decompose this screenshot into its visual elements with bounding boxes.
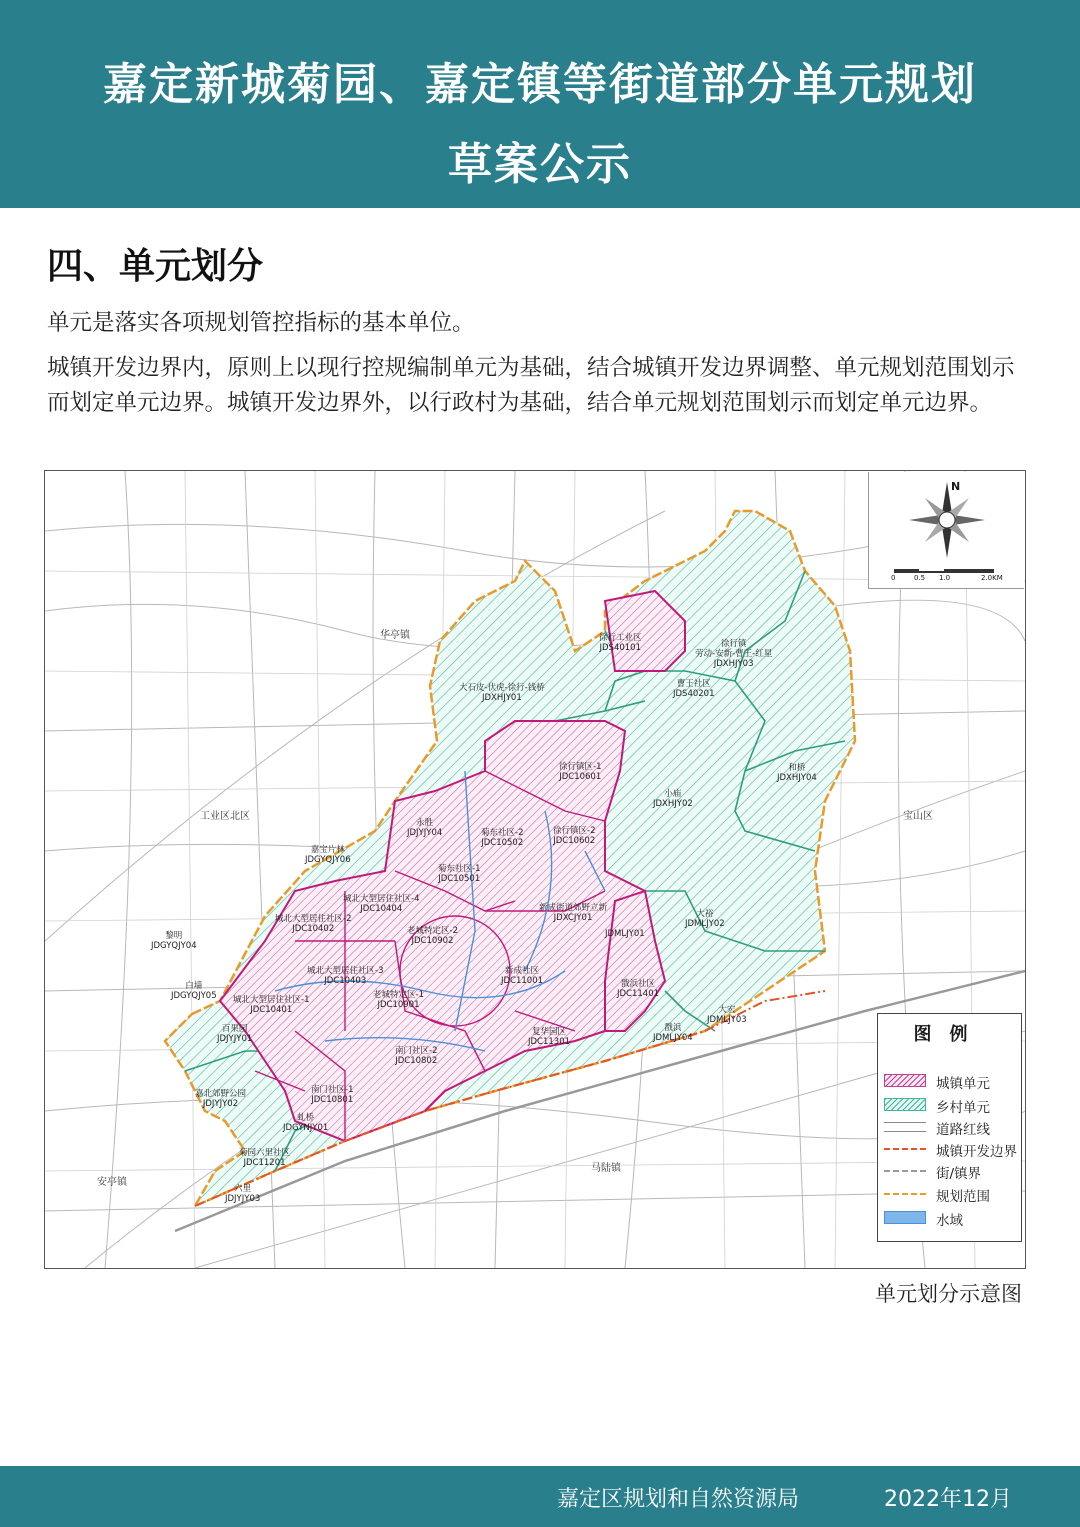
unit-label: 老城特定区-2 JDC10902 <box>407 926 458 946</box>
unit-label: 城北大型居住社区-4 JDC10404 <box>343 894 420 914</box>
place-huating: 华亭镇 <box>380 630 410 641</box>
unit-label: 大石皮-伏虎-徐行-钱桥 JDXHJY01 <box>459 683 545 703</box>
legend-title: 图例 <box>913 1024 986 1045</box>
compass-rose-icon <box>869 472 1024 588</box>
place-baoshan: 宝山区 <box>903 811 933 822</box>
unit-label: JDMLJY01 <box>605 929 645 939</box>
unit-label: 城北大型居住社区-1 JDC10401 <box>233 995 310 1015</box>
unit-label: 百果园 JDJYJY01 <box>217 1024 253 1044</box>
unit-label: 徐行镇区-1 JDC10601 <box>559 762 602 782</box>
unit-label: 虬桥 JDGYNJY01 <box>283 1113 329 1133</box>
unit-label: 和桥 JDXHJY04 <box>777 763 817 783</box>
place-industrial-north: 工业区北区 <box>200 811 250 822</box>
unit-label: 徐行工业区 JDS40101 <box>599 633 642 653</box>
legend-item <box>884 1139 1020 1159</box>
legend-item <box>884 1095 1020 1115</box>
map-legend <box>877 1013 1022 1242</box>
footer-organization: 嘉定区规划和自然资源局 <box>557 1487 800 1512</box>
unit-label: 徐行镇区-2 JDC10602 <box>553 826 596 846</box>
unit-label: 菊东社区-2 JDC10502 <box>481 828 524 848</box>
plan-extent-swatch <box>884 1193 926 1195</box>
unit-label: 永胜 JDJYJY04 <box>407 818 443 838</box>
unit-label: 南门社区-1 JDC10801 <box>311 1085 354 1105</box>
unit-label: 黎明 JDGYQJY04 <box>151 931 197 951</box>
footer-bar <box>0 1466 1080 1527</box>
section-title: 四、单元划分 <box>47 246 264 287</box>
paragraph-1: 单元是落实各项规划管控指标的基本单位。 <box>47 310 475 336</box>
legend-item <box>884 1071 1020 1091</box>
scale-tick-3: 2.0KM <box>981 574 1003 582</box>
scale-tick-1: 0.5 <box>914 574 926 582</box>
legend-label: 街/镇界 <box>936 1166 982 1182</box>
scale-tick-2: 1.0 <box>939 574 951 582</box>
header-banner <box>0 0 1080 208</box>
legend-label: 水域 <box>936 1213 963 1229</box>
unit-label: 城北大型居住社区-2 JDC10402 <box>275 914 352 934</box>
legend-item <box>884 1184 1020 1204</box>
unit-label: 南门社区-2 JDC10802 <box>395 1046 438 1066</box>
urban-swatch <box>884 1074 926 1087</box>
dev-boundary-swatch <box>884 1148 926 1150</box>
title-line-1: 嘉定新城菊园、嘉定镇等街道部分单元规划 <box>103 59 977 110</box>
title-line-2: 草案公示 <box>448 139 632 190</box>
legend-item <box>884 1117 1020 1137</box>
unit-label: 白墙 JDGYQJY05 <box>171 981 217 1001</box>
footer-date: 2022年12月 <box>884 1487 1012 1512</box>
legend-label: 规划范围 <box>936 1189 990 1205</box>
legend-label: 道路红线 <box>936 1122 990 1138</box>
unit-label: 嘉宝片林 JDGYQJY06 <box>305 845 351 865</box>
unit-label: 曹王社区 JDS40201 <box>673 679 715 699</box>
legend-label: 乡村单元 <box>936 1100 990 1116</box>
unit-label: 新成社区 JDC11001 <box>501 966 544 986</box>
map-caption: 单元划分示意图 <box>875 1282 1022 1306</box>
unit-label: 戬浜社区 JDC11401 <box>617 979 660 999</box>
road-swatch <box>884 1122 926 1132</box>
unit-label: 戬浜 JDMLJY04 <box>653 1023 693 1043</box>
unit-label: 复华园区 JDC11301 <box>528 1027 571 1047</box>
legend-label: 城镇开发边界 <box>936 1144 1017 1160</box>
scale-tick-0: 0 <box>891 574 896 582</box>
legend-item <box>884 1208 1020 1228</box>
unit-label: 菊东社区-1 JDC10501 <box>438 864 481 884</box>
unit-label: 老城特定区-1 JDC10901 <box>373 990 424 1010</box>
rural-swatch <box>884 1098 926 1111</box>
compass-scale-box <box>868 472 1024 589</box>
unit-label: 六里 JDJYJY03 <box>225 1184 261 1204</box>
unit-label: 新成街道郊野立新 JDXCJY01 <box>539 903 608 923</box>
paragraph-2: 城镇开发边界内，原则上以现行控规编制单元为基础，结合城镇开发边界调整、单元规划范围划示而划定单元边界。城镇开发边界外，以行政村为基础，结合单元规划范围划示而划定单元边界。 <box>47 355 1015 416</box>
street-boundary-swatch <box>884 1170 926 1172</box>
north-label: N <box>951 480 961 493</box>
place-malu: 马陆镇 <box>591 1163 621 1174</box>
legend-item <box>884 1161 1020 1181</box>
unit-label: 徐行镇 劳动-安新-曹王-红星 JDXHJY03 <box>695 639 773 669</box>
legend-label: 城镇单元 <box>936 1076 990 1092</box>
place-anting: 安亭镇 <box>97 1177 127 1188</box>
unit-label: 小庙 JDXHJY02 <box>653 789 693 809</box>
unit-label: 菊园六里社区 JDC11201 <box>239 1148 291 1168</box>
unit-label: 大裕 JDMLJY02 <box>685 909 725 929</box>
water-swatch <box>884 1211 926 1224</box>
unit-label: 大宏 JDMLJY03 <box>707 1005 747 1025</box>
unit-label: 嘉北郊野公园 JDJYJY02 <box>195 1089 247 1109</box>
unit-label: 城北大型居住社区-3 JDC10403 <box>307 966 384 986</box>
